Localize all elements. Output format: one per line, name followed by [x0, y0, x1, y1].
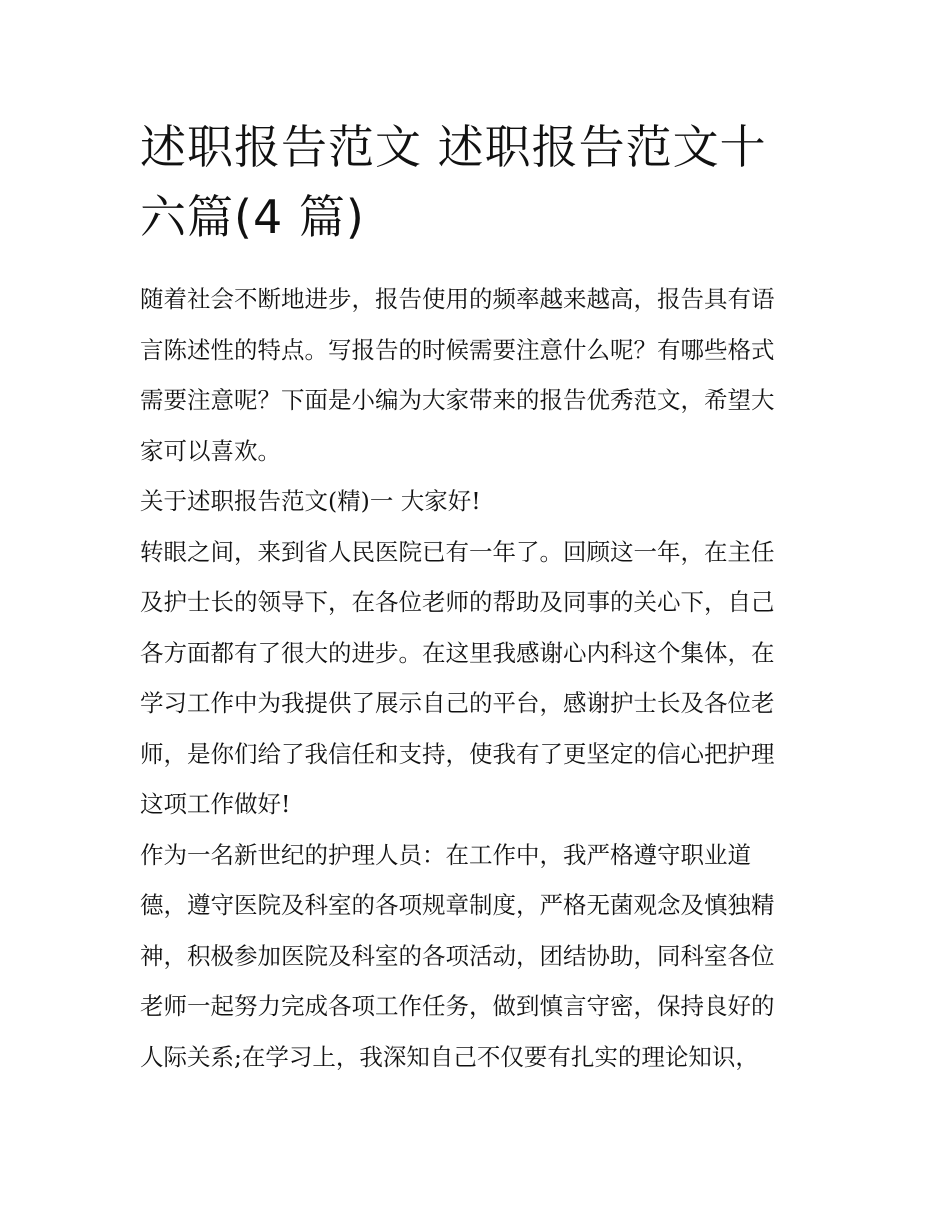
text-line: 学习工作中为我提供了展示自己的平台，感谢护士长及各位老 — [140, 689, 775, 717]
text-line: 各方面都有了很大的进步。在这里我感谢心内科这个集体，在 — [140, 638, 775, 667]
text-line: 神，积极参加医院及科室的各项活动，团结协助，同科室各位 — [140, 941, 775, 970]
document-title — [140, 112, 812, 252]
title-line: 述职报告范文 述职报告范文十 — [140, 120, 767, 174]
text-line: 及护士长的领导下，在各位老师的帮助及同事的关心下，自己 — [140, 588, 775, 616]
document-body — [140, 112, 812, 1082]
text-line: 关于述职报告范文(精)一 大家好! — [140, 487, 481, 515]
text-line: 需要注意呢？下面是小编为大家带来的报告优秀范文，希望大 — [140, 386, 775, 414]
text-line: 老师一起努力完成各项工作任务，做到慎言守密，保持良好的 — [140, 992, 775, 1020]
paragraph-review — [140, 527, 812, 830]
text-line: 人际关系;在学习上，我深知自己不仅要有扎实的理论知识， — [140, 1042, 759, 1071]
title-line: 六篇(4 篇) — [140, 190, 365, 244]
paragraph-work-conduct — [140, 830, 812, 1083]
text-line: 这项工作做好! — [140, 790, 291, 818]
text-line: 德，遵守医院及科室的各项规章制度，严格无菌观念及慎独精 — [140, 891, 775, 919]
text-line: 言陈述性的特点。写报告的时候需要注意什么呢？有哪些格式 — [140, 335, 775, 364]
text-line: 家可以喜欢。 — [140, 436, 281, 465]
paragraph-intro — [140, 274, 812, 476]
paragraph-heading-greeting — [140, 476, 812, 527]
text-line: 师，是你们给了我信任和支持，使我有了更坚定的信心把护理 — [140, 739, 775, 768]
text-line: 随着社会不断地进步，报告使用的频率越来越高，报告具有语 — [140, 285, 775, 313]
text-line: 转眼之间，来到省人民医院已有一年了。回顾这一年，在主任 — [140, 537, 775, 566]
text-line: 作为一名新世纪的护理人员：在工作中，我严格遵守职业道 — [140, 840, 751, 869]
